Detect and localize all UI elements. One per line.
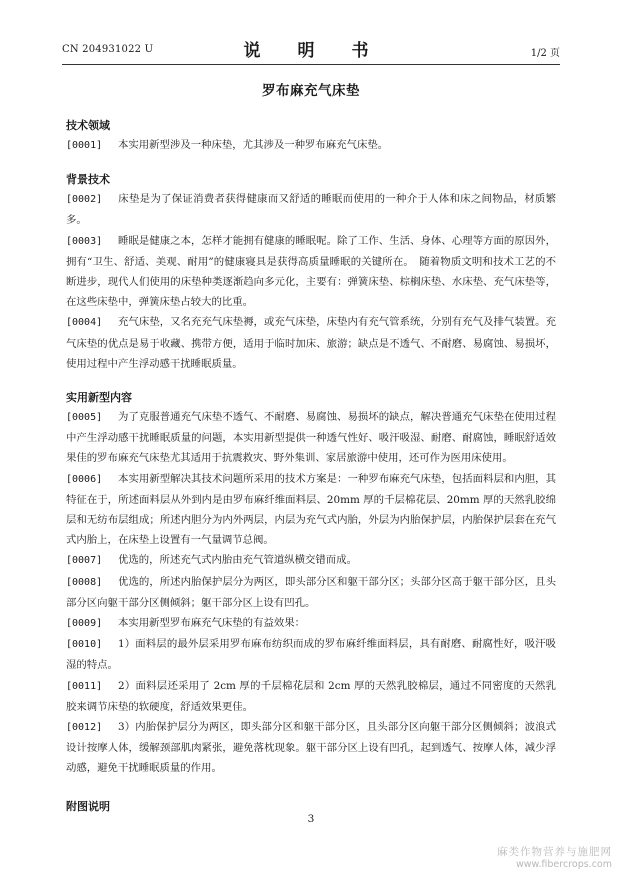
page-number: 3	[307, 813, 315, 825]
paragraph-text: 本实用新型解决其技术问题所采用的技术方案是：一种罗布麻充气床垫，包括面料层和内胆，其特征在于，所述面料层从外到内是由罗布麻纤维面料层、20mm 厚的千层棉花层、20mm 厚的天然乳胶绵层和无纺布层组成；所述内胆分为内外两层，内层为充气式内胎，外层为内胎保护层，内胎保护层套在充气式内胎上，在床垫上设置有一气量调节总阀。	[66, 472, 556, 547]
document-type: 说 明 书	[243, 41, 379, 61]
paragraph-number: [0011]	[66, 680, 103, 692]
paragraph-number: [0003]	[66, 235, 103, 247]
paragraph-number: [0002]	[66, 194, 103, 206]
section-heading: 实用新型内容	[66, 391, 132, 405]
paragraph	[66, 613, 556, 634]
section-heading: 附图说明	[66, 799, 110, 813]
paragraph-text: 3）内胎保护层分为两区，即头部分区和躯干部分区，且头部分区向躯干部分区侧倾斜；波浪式设计按摩人体，缓解颈部肌肉紧张，避免落枕现象。躯干部分区上设有凹孔，起到透气、按摩人体，减少浮动感，避免干扰睡眠质量的作用。	[66, 721, 556, 775]
paragraph-number: [0012]	[66, 722, 103, 734]
paragraph	[66, 469, 556, 551]
paragraph-text: 1）面料层的最外层采用罗布麻布纺织而成的罗布麻纤维面料层，具有耐磨、耐腐性好，吸汗吸湿的特点。	[66, 638, 556, 672]
paragraph-text: 本实用新型罗布麻充气床垫的有益效果：	[118, 617, 306, 630]
paragraph-text: 2）面料层还采用了 2cm 厚的千层棉花层和 2cm 厚的天然乳胶棉层，通过不同密度的天然乳胶来调节床垫的软硬度，舒适效果更佳。	[66, 679, 556, 713]
paragraph-number: [0009]	[66, 618, 103, 630]
paragraph-number: [0001]	[66, 140, 103, 151]
watermark	[497, 844, 612, 870]
paragraph	[66, 407, 556, 469]
paragraph	[66, 676, 556, 717]
page-of-count: 1/2 页	[530, 48, 560, 59]
paragraph	[66, 717, 556, 779]
header-rule	[62, 64, 560, 65]
watermark-site-name: 麻类作物营养与施肥网	[497, 846, 612, 858]
paragraph-text: 优选的，所述内胎保护层分为两区，即头部分区和躯干部分区；头部分区高于躯干部分区，且头部分区向躯干部分区侧倾斜；躯干部分区上设有凹孔。	[66, 575, 556, 609]
paragraph-text: 睡眠是健康之本，怎样才能拥有健康的睡眠呢。除了工作、生活、身体、心理等方面的原因外，拥有“卫生、舒适、美观、耐用”的健康寝具是获得高质量睡眠的关键所在。 随着物质文明和技术工艺的不断进步，现代人们使用的床垫种类逐渐趋向多元化，主要有：弹簧床垫、棕榈床垫、水床垫、充气床垫等，在这些床垫中，弹簧床垫占较大的比重。	[66, 234, 556, 309]
paragraph-number: [0005]	[66, 412, 103, 424]
paragraph-number: [0004]	[66, 317, 103, 329]
paragraph-text: 本实用新型涉及一种床垫，尤其涉及一种罗布麻充气床垫。	[118, 139, 389, 151]
paragraph-text: 优选的，所述充气式内胎由充气管道纵横交错而成。	[118, 554, 357, 567]
paragraph	[66, 634, 556, 675]
paragraph	[66, 189, 556, 230]
page-header	[62, 34, 560, 64]
section-heading: 背景技术	[66, 173, 110, 187]
paragraph	[66, 135, 556, 156]
paragraph-text: 床垫是为了保证消费者获得健康而又舒适的睡眠而使用的一种介于人体和床之间物品，材质繁多。	[66, 193, 556, 227]
section-heading: 技术领域	[66, 119, 110, 132]
paragraph	[66, 312, 556, 374]
paragraph-number: [0010]	[66, 639, 103, 651]
paragraph-number: [0008]	[66, 576, 103, 588]
document-title: 罗布麻充气床垫	[262, 83, 360, 99]
paragraph	[66, 550, 556, 571]
paragraph	[66, 231, 556, 313]
paragraph	[66, 572, 556, 613]
paragraph-number: [0007]	[66, 555, 103, 567]
paragraph-text: 为了克服普通充气床垫不透气、不耐磨、易腐蚀、易损坏的缺点，解决普通充气床垫在使用过程中产生浮动感干扰睡眠质量的问题，本实用新型提供一种透气性好、吸汗吸湿、耐磨、耐腐蚀，睡眠舒适效果佳的罗布麻充气床垫尤其适用于抗震救灾、野外集训、家居旅游中使用，还可作为医用床使用。	[66, 411, 556, 465]
watermark-url: www.fibercrops.com	[515, 859, 612, 870]
paragraph-number: [0006]	[66, 473, 103, 485]
document-body	[66, 116, 556, 816]
patent-number: CN 204931022 U	[62, 44, 154, 55]
paragraph-text: 充气床垫，又名充充气床垫褥，或充气床垫，床垫内有充气管系统，分别有充气及排气装置。充气床垫的优点是易于收藏、携带方便，适用于临时加床、旅游；缺点是不透气、不耐磨、易腐蚀、易损坏，使用过程中产生浮动感干扰睡眠质量。	[66, 316, 556, 370]
